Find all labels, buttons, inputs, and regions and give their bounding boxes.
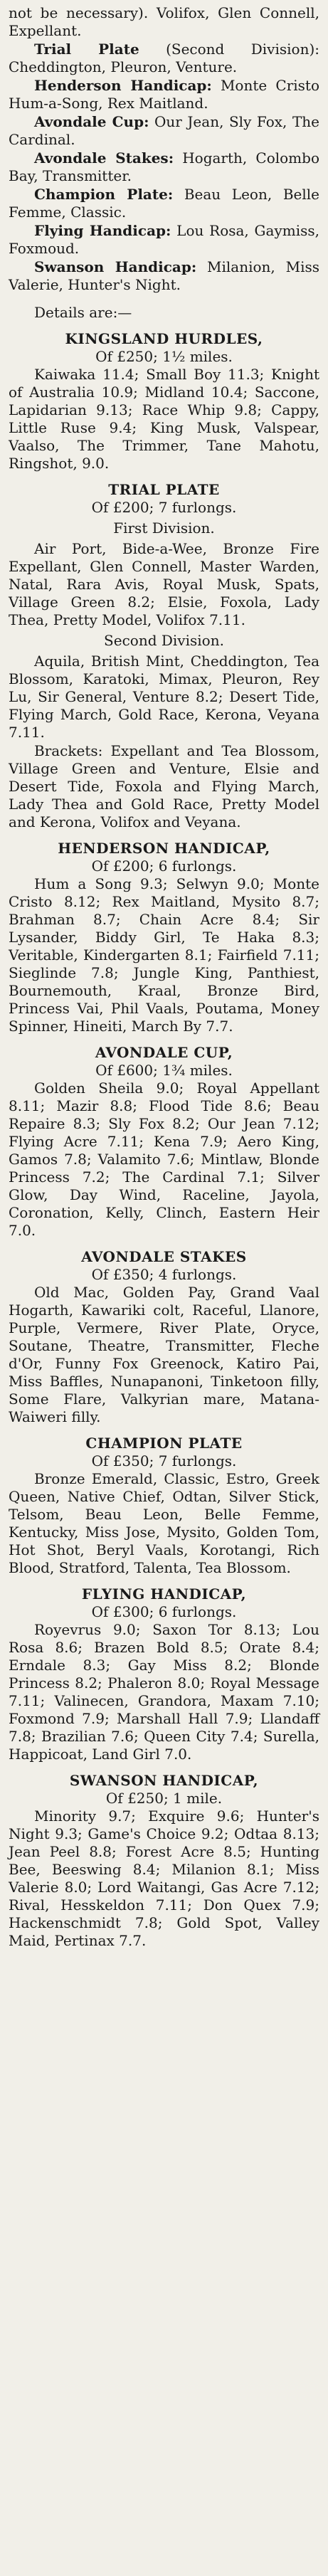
division-label: Second Division. [104, 632, 224, 649]
section-title: HENDERSON HANDICAP, [58, 840, 270, 857]
section-trial-plate [9, 481, 319, 831]
section-title: SWANSON HANDICAP, [69, 1772, 259, 1789]
entries-paragraph: Minority 9.7; Exquire 9.6; Hunter's Night 9.3; Game's Choice 9.2; Odtaa 8.13; Jean Peel 8.8; Forest Acre 8.5; Hunting Bee, Beeswing 8.4; Milanion 8.1; Miss Valerie 8.0; Lord Waitangi, Gas Acre 7.12; Rival, Hesskeldon 7.11; Don Quex 7.9; Hackenschmidt 7.8; Gold Spot, Valley Maid, Pertinax 7.7. [9, 1807, 319, 1949]
entries-paragraph: Old Mac, Golden Pay, Grand Vaal Hogarth, Kawariki colt, Raceful, Llanore, Purple, Vermere, River Plate, Oryce, Soutane, Theatre, Transmitter, Fleche d'Or, Funny Fox Greenock, Katiro Pai, Miss Baffles, Nunapanoni, Tinketoon filly, Some Flare, Valkyrian mare, Matana-Waiweri filly. [9, 1284, 319, 1425]
entries-paragraph: Hum a Song 9.3; Selwyn 9.0; Monte Cristo 8.12; Rex Maitland, Mysito 8.7; Brahman 8.7; Chain Acre 8.4; Sir Lysander, Biddy Girl, Te Haka 8.3; Veritable, Kindergarten 8.1; Fairfield 7.11; Sieglinde 7.8; Jungle King, Panthiest, Bournemouth, Kraal, Bronze Bird, Princess Vai, Phil Vaals, Poutama, Money Spinner, Hineiti, March By 7.7. [9, 875, 319, 1035]
entries-paragraph: Kaiwaka 11.4; Small Boy 11.3; Knight of Australia 10.9; Midland 10.4; Saccone, Lapidarian 9.13; Race Whip 9.8; Cappy, Little Ruse 9.4; King Musk, Valspear, Vaalso, The Trimmer, Tane Mahotu, Ringshot, 9.0. [9, 366, 319, 472]
intro-line: Trial Plate (Second Division): Cheddington, Pleuron, Venture. [9, 41, 320, 75]
section-henderson-handicap [9, 840, 319, 1035]
section-subtitle: Of £200; 7 furlongs. [91, 499, 237, 516]
details-label: Details are:— [34, 304, 132, 321]
section-swanson-handicap [9, 1772, 319, 1950]
intro-line: Swanson Handicap: Milanion, Miss Valerie, Hunter's Night. [9, 258, 320, 293]
entries-paragraph: Air Port, Bide-a-Wee, Bronze Fire Expellant, Glen Connell, Master Warden, Natal, Rara Avis, Royal Musk, Spats, Village Green 8.2; Elsie, Foxola, Lady Thea, Pretty Model, Volifox 7.11. [9, 540, 319, 628]
section-avondale-stakes [9, 1248, 319, 1426]
section-title: KINGSLAND HURDLES, [65, 330, 263, 347]
division-label: First Division. [113, 519, 215, 537]
section-champion-plate [9, 1435, 319, 1577]
entries-paragraph: Royevrus 9.0; Saxon Tor 8.13; Lou Rosa 8.6; Brazen Bold 8.5; Orate 8.4; Erndale 8.3; Gay Miss 8.2; Blonde Princess 8.2; Phaleron 8.0; Royal Message 7.11; Valinecen, Grandora, Maxam 7.10; Foxmond 7.9; Marshall Hall 7.9; Llandaff 7.8; Brazilian 7.6; Queen City 7.4; Surella, Happicoat, Land Girl 7.0. [9, 1621, 319, 1763]
entries-paragraph: Golden Sheila 9.0; Royal Appellant 8.11; Mazir 8.8; Flood Tide 8.6; Beau Repaire 8.3; Sly Fox 8.2; Our Jean 7.12; Flying Acre 7.11; Kena 7.9; Aero King, Gamos 7.8; Valamito 7.6; Mintlaw, Blonde Princess 7.2; The Cardinal 7.1; Silver Glow, Day Wind, Raceline, Jayola, Coronation, Kelly, Clinch, Eastern Heir 7.0. [9, 1080, 319, 1239]
section-subtitle: Of £600; 1¾ miles. [95, 1062, 233, 1079]
section-subtitle: Of £300; 6 furlongs. [91, 1603, 237, 1620]
section-subtitle: Of £350; 7 furlongs. [91, 1452, 237, 1469]
intro-line: Champion Plate: Beau Leon, Belle Femme, Classic. [9, 186, 319, 221]
section-title: TRIAL PLATE [108, 481, 220, 498]
section-title: FLYING HANDICAP, [81, 1585, 247, 1603]
intro-line: Avondale Cup: Our Jean, Sly Fox, The Cardinal. [9, 113, 319, 148]
section-avondale-cup [9, 1044, 319, 1240]
brackets-paragraph: Brackets: Expellant and Tea Blossom, Village Green and Venture, Elsie and Desert Tide, Foxola and Flying March, Lady Thea and Gold Race, Pretty Model and Kerona, Volifox and Veyana. [9, 742, 319, 830]
intro-line: Flying Handicap: Lou Rosa, Gaymiss, Foxmoud. [9, 222, 319, 257]
section-title: AVONDALE CUP, [95, 1044, 233, 1061]
section-flying-handicap [9, 1585, 319, 1763]
entries-paragraph: Bronze Emerald, Classic, Estro, Greek Queen, Native Chief, Odtan, Silver Stick, Telsom, Beau Leon, Belle Femme, Kentucky, Miss Jose, Mysito, Golden Tom, Hot Shot, Beryl Vaals, Korotangi, Rich Blood, Stratford, Talenta, Tea Blossom. [9, 1470, 319, 1576]
intro-line: Henderson Handicap: Monte Cristo Hum-a-Song, Rex Maitland. [9, 77, 319, 112]
section-title: AVONDALE STAKES [81, 1248, 247, 1265]
section-kingsland-hurdles [9, 330, 319, 473]
section-subtitle: Of £350; 4 furlongs. [91, 1266, 237, 1283]
intro-selections [9, 4, 319, 294]
section-subtitle: Of £200; 6 furlongs. [91, 857, 237, 875]
section-title: CHAMPION PLATE [85, 1435, 243, 1452]
section-subtitle: Of £250; 1 mile. [105, 1790, 223, 1807]
entries-paragraph: Aquila, British Mint, Cheddington, Tea Blossom, Karatoki, Mimax, Pleuron, Rey Lu, Sir General, Venture 8.2; Desert Tide, Flying March, Gold Race, Kerona, Veyana 7.11. [9, 653, 319, 741]
section-subtitle: Of £250; 1½ miles. [95, 348, 233, 365]
intro-line: not be necessary). Volifox, Glen Connell, Expellant. [9, 4, 319, 39]
intro-line: Avondale Stakes: Hogarth, Colombo Bay, Transmitter. [9, 149, 319, 184]
